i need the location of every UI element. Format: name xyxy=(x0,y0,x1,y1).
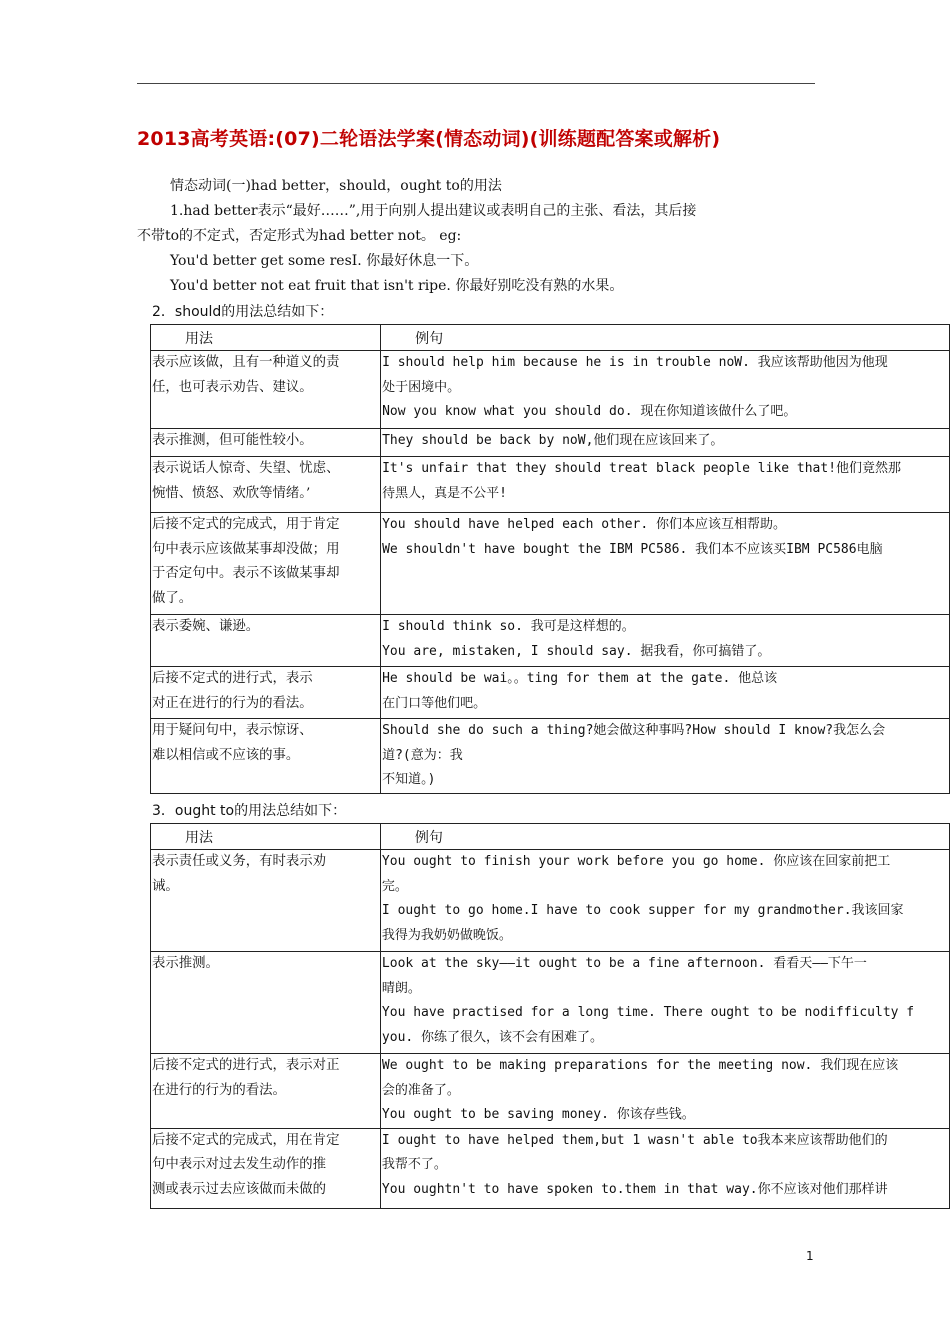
example-line: You oughtn't to have spoken to.them in that way.你不应该对他们那样讲 xyxy=(381,1181,888,1197)
usage-line: 诫。 xyxy=(152,878,179,894)
usage-line: 惋惜、愤怒、欢欣等情绪。’ xyxy=(152,485,311,501)
usage-line: 难以相信或不应该的事。 xyxy=(152,747,300,763)
usage-line: 表示说话人惊奇、失望、忧虑、 xyxy=(152,461,340,476)
usage-line: 测或表示过去应该做而未做的 xyxy=(152,1181,327,1197)
usage-line: 对正在进行的行为的看法。 xyxy=(152,695,313,711)
table-row xyxy=(151,457,950,513)
example-cell xyxy=(381,719,950,794)
example-line: You ought to be saving money. 你该存些钱。 xyxy=(381,1107,695,1123)
example-cell xyxy=(380,850,949,952)
example-cell xyxy=(381,457,950,513)
usage-line: 后接不定式的完成式，用于肯定 xyxy=(152,517,340,532)
example-line: 完。 xyxy=(381,878,408,894)
example-line: you. 你练了很久，该不会有困难了。 xyxy=(381,1029,604,1045)
usage-line: 句中表示应该做某事却没做；用 xyxy=(152,541,340,557)
example-line: He should be wai。。ting for them at the gate. 他总该 xyxy=(382,671,778,686)
column-header-example: 例句 xyxy=(380,824,949,850)
usage-line: 后接不定式的进行式，表示对正 xyxy=(152,1058,340,1073)
table-row xyxy=(151,719,950,794)
usage-line: 表示应该做，且有一种道义的责 xyxy=(152,355,340,370)
example-cell xyxy=(381,351,950,429)
intro-example-2: You'd better not eat fruit that isn't ripe. 你最好别吃没有熟的水果。 xyxy=(170,278,624,294)
example-line: 在门口等他们吧。 xyxy=(382,695,487,711)
example-cell xyxy=(381,615,950,667)
example-line: 我帮不了。 xyxy=(381,1157,447,1173)
example-line: Look at the sky——it ought to be a fine afternoon. 看看天——下午一 xyxy=(381,956,867,971)
usage-cell xyxy=(151,513,381,615)
usage-line: 表示推测，但可能性较小。 xyxy=(152,433,313,448)
example-line: 会的准备了。 xyxy=(381,1082,460,1098)
usage-line: 表示委婉、谦逊。 xyxy=(152,619,260,634)
example-line: You have practised for a long time. There ought to be nodifficulty f xyxy=(381,1005,915,1021)
intro-heading: 情态动词(一)had better，should，ought to的用法 xyxy=(170,178,502,194)
usage-line: 在进行的行为的看法。 xyxy=(152,1082,286,1098)
example-line: Now you know what you should do. 现在你知道该做什么了吧。 xyxy=(382,404,797,420)
intro-rule-line-1: 1.had better表示“最好……”,用于向别人提出建议或表明自己的主张、看法，其后接 xyxy=(170,203,697,219)
table-row xyxy=(151,429,950,457)
table-row xyxy=(151,667,950,719)
example-line: It's unfair that they should treat black people like that!他们竟然那 xyxy=(382,461,902,476)
usage-line: 任，也可表示劝告、建议。 xyxy=(152,379,313,395)
column-header-use: 用法 xyxy=(151,824,381,850)
table-row xyxy=(151,952,950,1054)
example-line: I should help him because he is in trouble noW. 我应该帮助他因为他现 xyxy=(382,355,888,370)
example-line: 我得为我奶奶做晚饭。 xyxy=(381,927,512,943)
usage-line: 后接不定式的完成式，用在肯定 xyxy=(152,1132,340,1148)
usage-line: 表示推测。 xyxy=(152,956,219,971)
example-line: 待黑人，真是不公平! xyxy=(382,485,507,501)
usage-cell xyxy=(151,667,381,719)
example-line: We shouldn't have bought the IBM PC586. 我们本不应该买IBM PC586电脑 xyxy=(382,541,883,557)
usage-cell xyxy=(151,457,381,513)
example-line: I ought to have helped them,but 1 wasn't able to我本来应该帮助他们的 xyxy=(381,1132,888,1148)
should-section-heading: 2．should的用法总结如下： xyxy=(152,304,334,320)
table-row xyxy=(151,1128,950,1208)
example-cell xyxy=(380,1054,949,1129)
example-line: I ought to go home.I have to cook supper for my grandmother.我该回家 xyxy=(381,903,904,919)
example-line: They should be back by noW,他们现在应该回来了。 xyxy=(382,433,724,448)
table-row xyxy=(151,1054,950,1129)
usage-cell xyxy=(151,615,381,667)
usage-cell xyxy=(151,719,381,794)
usage-cell xyxy=(151,952,381,1054)
should-usage-table xyxy=(150,324,950,794)
usage-line: 表示责任或义务，有时表示劝 xyxy=(152,854,327,869)
example-cell xyxy=(380,952,949,1054)
table-row xyxy=(151,850,950,952)
header-rule xyxy=(137,83,815,84)
usage-line: 做了。 xyxy=(152,590,193,606)
example-cell xyxy=(380,1128,949,1208)
table-row xyxy=(151,513,950,615)
example-line: You are, mistaken, I should say. 据我看，你可搞错了。 xyxy=(382,643,771,659)
intro-rule-line-2: 不带to的不定式，否定形式为had better not。 eg: xyxy=(137,228,462,244)
table-header-row xyxy=(151,824,950,850)
usage-cell xyxy=(151,1054,381,1129)
example-cell xyxy=(381,513,950,615)
column-header-example: 例句 xyxy=(381,325,950,351)
ought-usage-table xyxy=(150,823,950,1209)
usage-cell xyxy=(151,429,381,457)
usage-line: 于否定句中。表示不该做某事却 xyxy=(152,566,340,582)
usage-line: 句中表示对过去发生动作的推 xyxy=(152,1157,327,1173)
intro-example-1: You'd better get some resI. 你最好休息一下。 xyxy=(170,253,479,269)
example-line: 处于困境中。 xyxy=(382,379,461,395)
page-number: 1 xyxy=(806,1249,814,1263)
example-line: We ought to be making preparations for the meeting now. 我们现在应该 xyxy=(381,1058,899,1073)
column-header-use: 用法 xyxy=(151,325,381,351)
usage-line: 用于疑问句中，表示惊讶、 xyxy=(152,723,313,738)
example-line: 道?(意为：我 xyxy=(382,747,463,763)
example-line: 不知道。) xyxy=(382,772,436,788)
page-title: 2013高考英语:(07)二轮语法学案(情态动词)(训练题配答案或解析) xyxy=(137,128,721,150)
example-line: You ought to finish your work before you go home. 你应该在回家前把工 xyxy=(381,854,891,869)
example-cell xyxy=(381,429,950,457)
example-line: 晴朗。 xyxy=(381,980,421,996)
usage-cell xyxy=(151,1128,381,1208)
example-line: I should think so. 我可是这样想的。 xyxy=(382,619,635,634)
usage-line: 后接不定式的进行式，表示 xyxy=(152,671,313,686)
table-header-row xyxy=(151,325,950,351)
usage-cell xyxy=(151,351,381,429)
example-line: Should she do such a thing?她会做这种事吗?How should I know?我怎么会 xyxy=(382,723,886,738)
table-row xyxy=(151,351,950,429)
example-line: You should have helped each other. 你们本应该互相帮助。 xyxy=(382,517,787,532)
usage-cell xyxy=(151,850,381,952)
ought-section-heading: 3．ought to的用法总结如下： xyxy=(152,803,347,819)
table-row xyxy=(151,615,950,667)
example-cell xyxy=(381,667,950,719)
